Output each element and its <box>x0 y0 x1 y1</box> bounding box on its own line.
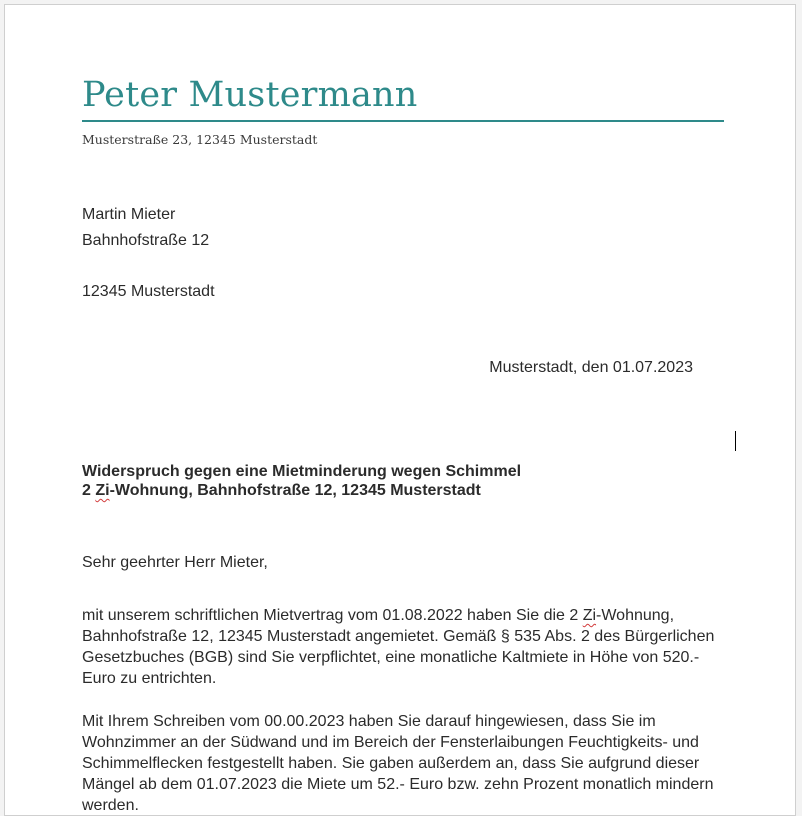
paragraph-1-line-4: Euro zu entrichten. <box>82 670 217 687</box>
spellcheck-flagged-word[interactable]: Zi <box>95 482 110 499</box>
subject-line-2 <box>82 481 521 500</box>
recipient-blank-line <box>82 254 215 279</box>
paragraph-2-line-2: Wohnzimmer an der Südwand und im Bereich der Fensterlaibungen Feuchtigkeits- und <box>82 734 699 751</box>
salutation: Sehr geehrter Herr Mieter, <box>82 554 268 571</box>
letterhead-sender-name: Peter Mustermann <box>82 75 418 115</box>
paragraph-1-line-3: Gesetzbuches (BGB) sind Sie verpflichtet, eine monatliche Kaltmiete in Höhe von 520.- <box>82 649 700 666</box>
subject-line-2-rest: -Wohnung, Bahnhofstraße 12, 12345 Musterstadt <box>109 482 481 499</box>
paragraph-2-line-3: Schimmelflecken festgestellt haben. Sie gaben außerdem an, dass Sie aufgrund dieser <box>82 755 700 772</box>
recipient-address-block <box>82 202 215 305</box>
paragraph-1-line-1 <box>82 605 714 626</box>
letterhead-sender-address: Musterstraße 23, 12345 Musterstadt <box>82 132 318 147</box>
spellcheck-flagged-word[interactable]: Zi <box>582 607 597 624</box>
paragraph-1-line-1-before: mit unserem schriftlichen Mietvertrag vom 01.08.2022 haben Sie die 2 <box>82 607 583 624</box>
text-cursor <box>735 431 736 451</box>
letterhead-divider <box>82 120 724 122</box>
subject-line-2-prefix: 2 <box>82 482 96 499</box>
paragraph-2-line-5: werden. <box>82 797 139 814</box>
recipient-name: Martin Mieter <box>82 206 176 223</box>
paragraph-2-line-1: Mit Ihrem Schreiben vom 00.00.2023 haben Sie darauf hingewiesen, dass Sie im <box>82 713 656 730</box>
recipient-city: 12345 Musterstadt <box>82 283 215 300</box>
body-paragraph-1 <box>82 605 714 689</box>
subject-block <box>82 462 521 500</box>
recipient-street: Bahnhofstraße 12 <box>82 232 210 249</box>
paragraph-1-line-1-after: -Wohnung, <box>596 607 675 624</box>
paragraph-1-line-2: Bahnhofstraße 12, 12345 Musterstadt angemietet. Gemäß § 535 Abs. 2 des Bürgerlichen <box>82 628 715 645</box>
body-paragraph-2 <box>82 711 713 816</box>
date-line: Musterstadt, den 01.07.2023 <box>489 359 693 376</box>
document-page[interactable] <box>4 4 796 816</box>
subject-line-1: Widerspruch gegen eine Mietminderung wegen Schimmel <box>82 463 522 480</box>
paragraph-2-line-4: Mängel ab dem 01.07.2023 die Miete um 52.- Euro bzw. zehn Prozent monatlich mindern <box>82 776 714 793</box>
